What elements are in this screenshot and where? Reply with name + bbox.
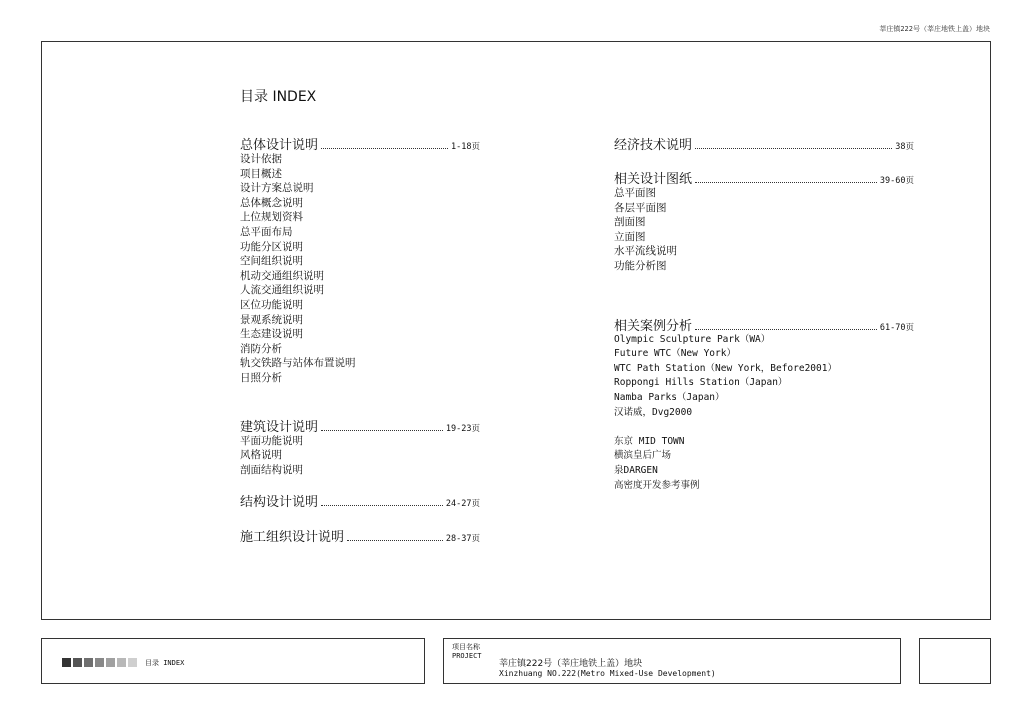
section-title: 结构设计说明 [240, 495, 319, 511]
section-case-studies [614, 315, 914, 494]
footer-blank-box [919, 638, 991, 684]
section-items [240, 152, 480, 386]
section-pages: 1-18页 [451, 142, 480, 152]
page-title: 目录 INDEX [240, 89, 317, 105]
list-item[interactable]: 空间组织说明 [240, 255, 303, 268]
section-economic-tech [614, 134, 914, 152]
section-heading[interactable] [614, 168, 914, 186]
list-item[interactable]: 立面图 [614, 230, 646, 243]
list-item[interactable]: 剖面结构说明 [240, 463, 303, 476]
section-pages: 24-27页 [445, 499, 480, 510]
swatch [128, 658, 137, 667]
list-item[interactable]: Namba Parks（Japan） [614, 391, 725, 403]
leader-dots [695, 148, 892, 149]
section-title: 经济技术说明 [614, 138, 693, 153]
list-item[interactable]: 日照分析 [240, 371, 282, 384]
list-item [614, 420, 914, 435]
footer-index-box [41, 638, 425, 684]
list-item[interactable]: 剖面图 [614, 216, 646, 229]
list-item[interactable]: 景观系统说明 [240, 313, 303, 326]
list-item[interactable]: 轨交铁路与站体布置说明 [240, 357, 356, 370]
section-title: 相关案例分析 [614, 318, 693, 334]
list-item[interactable]: 高密度开发参考事例 [614, 479, 700, 491]
list-item[interactable]: 水平流线说明 [614, 245, 677, 258]
section-heading[interactable] [240, 416, 480, 434]
section-pages: 39-60页 [879, 176, 914, 186]
section-items [614, 186, 914, 274]
list-item[interactable]: 设计依据 [240, 153, 282, 165]
section-design-drawings [614, 168, 914, 274]
list-item[interactable]: 风格说明 [240, 449, 282, 462]
section-architecture-design [240, 416, 480, 478]
project-label [452, 643, 482, 661]
leader-dots [347, 540, 443, 541]
section-structure-design [240, 491, 480, 509]
swatch [84, 658, 93, 667]
swatch [73, 658, 82, 667]
list-item[interactable]: 设计方案总说明 [240, 182, 314, 195]
project-name-en: Xinzhuang NO.222(Metro Mixed-Use Development) [499, 669, 716, 678]
list-item[interactable]: 泉DARGEN [614, 464, 658, 476]
list-item[interactable]: 横滨皇后广场 [614, 450, 672, 462]
leader-dots [321, 430, 443, 431]
list-item[interactable]: 区位功能说明 [240, 298, 303, 311]
leader-dots [321, 148, 448, 149]
section-heading[interactable] [240, 491, 480, 509]
footer-project-box [443, 638, 901, 684]
section-pages: 61-70页 [879, 322, 914, 333]
list-item[interactable]: 东京 MID TOWN [614, 435, 685, 447]
footer-index-label: 目录 INDEX [145, 659, 185, 667]
section-heading[interactable] [240, 134, 480, 152]
project-label-cn: 项目名称 [452, 643, 480, 651]
swatch [106, 658, 115, 667]
list-item[interactable]: 生态建设说明 [240, 328, 303, 341]
list-item[interactable]: Future WTC（New York） [614, 348, 736, 360]
grayscale-swatches [62, 658, 137, 667]
left-column [240, 134, 480, 544]
section-title: 相关设计图纸 [614, 172, 693, 187]
section-heading[interactable] [614, 315, 914, 333]
list-item[interactable]: 项目概述 [240, 167, 282, 180]
leader-dots [695, 182, 877, 183]
leader-dots [695, 329, 877, 330]
header-project-label: 莘庄镇222号（莘庄地铁上盖）地块 [879, 25, 990, 33]
right-column [614, 134, 914, 493]
section-pages: 38页 [895, 142, 914, 152]
list-item[interactable]: 平面功能说明 [240, 434, 303, 447]
list-item[interactable]: WTC Path Station（New York，Before2001） [614, 362, 837, 374]
section-pages: 28-37页 [445, 534, 480, 545]
swatch [117, 658, 126, 667]
section-items [614, 333, 914, 494]
leader-dots [321, 505, 443, 506]
swatch [62, 658, 71, 667]
list-item[interactable]: 总体概念说明 [240, 196, 303, 209]
list-item[interactable]: 总平面布局 [240, 225, 293, 238]
list-item[interactable]: 人流交通组织说明 [240, 284, 324, 297]
swatch [95, 658, 104, 667]
list-item[interactable]: 上位规划资料 [240, 211, 303, 224]
list-item[interactable]: 各层平面图 [614, 201, 667, 214]
section-title: 建筑设计说明 [240, 419, 319, 435]
section-items [240, 434, 480, 478]
section-heading[interactable] [614, 134, 914, 152]
list-item[interactable]: Roppongi Hills Station（Japan） [614, 377, 788, 389]
list-item[interactable]: 机动交通组织说明 [240, 269, 324, 282]
section-pages: 19-23页 [445, 423, 480, 434]
list-item[interactable]: 汉诺威，Dvg2000 [614, 406, 693, 418]
section-construction-design [240, 526, 480, 544]
list-item[interactable]: 功能分析图 [614, 259, 667, 272]
project-label-en: PROJECT [452, 652, 482, 660]
project-name-cn: 莘庄镇222号（莘庄地铁上盖）地块 [499, 659, 643, 669]
list-item[interactable]: 消防分析 [240, 342, 282, 355]
list-item[interactable]: 总平面图 [614, 187, 656, 199]
section-title: 总体设计说明 [240, 138, 319, 153]
section-title: 施工组织设计说明 [240, 530, 345, 546]
list-item[interactable]: 功能分区说明 [240, 240, 303, 253]
section-heading[interactable] [240, 526, 480, 544]
section-overall-design [240, 134, 480, 386]
list-item[interactable]: Olympic Sculpture Park（WA） [614, 333, 771, 345]
